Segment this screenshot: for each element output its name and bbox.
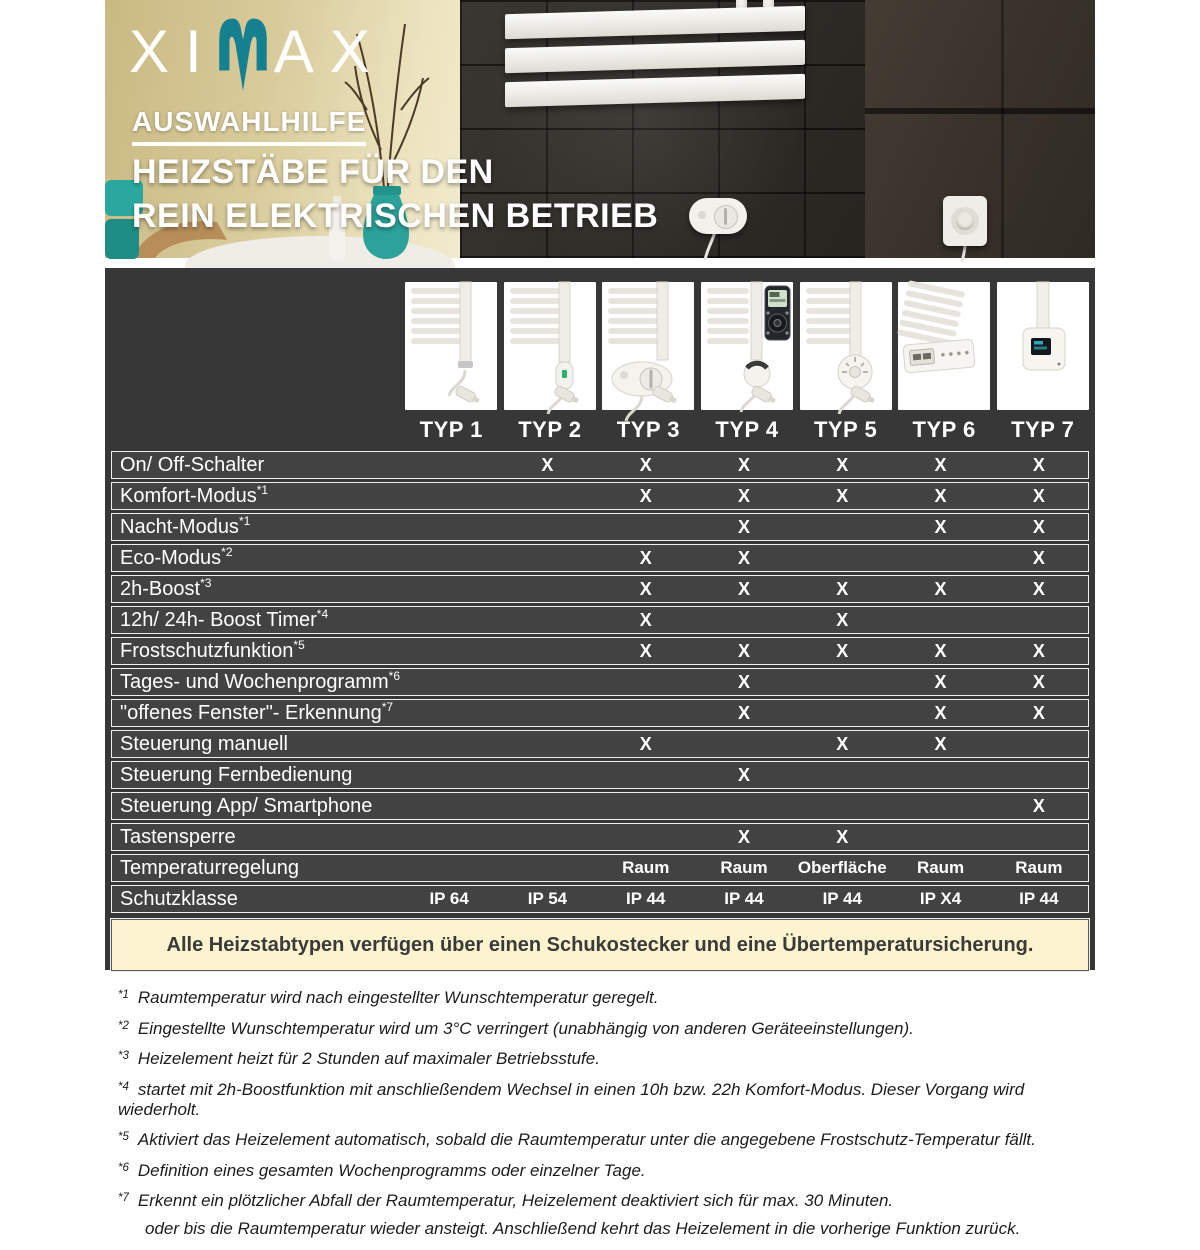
table-row xyxy=(111,854,1089,882)
row-cell-typ-3: X xyxy=(639,547,652,568)
row-cell-typ-4: X xyxy=(737,671,750,692)
power-outlet xyxy=(943,196,987,246)
hero-title-line2: REIN ELEKTRISCHEN BETRIEB xyxy=(132,197,659,235)
row-cell-typ-3: X xyxy=(639,609,652,630)
note-text: Alle Heizstabtypen verfügen über einen Schukostecker und eine Übertemperatursicherung. xyxy=(166,933,1034,956)
row-label-text: Nacht-Modus xyxy=(120,515,239,538)
product-image-typ-4 xyxy=(701,282,793,410)
hero-kicker: AUSWAHLHILFE xyxy=(132,106,366,146)
table-row xyxy=(111,606,1089,634)
row-cell-typ-7: X xyxy=(1032,578,1045,599)
footnote xyxy=(118,988,1098,1008)
row-label xyxy=(112,482,400,508)
table-row xyxy=(111,823,1089,851)
column-typ-2 xyxy=(504,282,597,449)
row-cell-typ-2: X xyxy=(541,454,554,475)
column-label-typ-5: TYP 5 xyxy=(813,417,878,442)
column-typ-6 xyxy=(898,282,991,449)
row-cell-typ-6: X xyxy=(934,578,947,599)
row-label xyxy=(112,544,400,570)
row-cell-typ-3: X xyxy=(639,733,652,754)
row-label xyxy=(112,733,400,756)
row-label-text: 12h/ 24h- Boost Timer xyxy=(120,608,317,631)
row-cell-typ-6: X xyxy=(934,733,947,754)
table-row xyxy=(111,513,1089,541)
table-row xyxy=(111,699,1089,727)
row-cell-typ-7: X xyxy=(1032,702,1045,723)
row-cell-typ-5: X xyxy=(836,454,849,475)
row-cell-typ-5: X xyxy=(836,609,849,630)
header-spacer xyxy=(111,282,399,449)
logo-text-xi: XI xyxy=(129,18,218,85)
column-label-typ-1: TYP 1 xyxy=(419,417,483,442)
table-row xyxy=(111,792,1089,820)
row-cell-typ-3: X xyxy=(639,485,652,506)
column-label-typ-2: TYP 2 xyxy=(518,417,582,442)
table-row xyxy=(111,575,1089,603)
radiator-slat xyxy=(505,40,805,73)
footnote xyxy=(118,1049,1098,1069)
row-cell-typ-6: X xyxy=(934,671,947,692)
row-cell-typ-5: X xyxy=(836,826,849,847)
footnote-text: Eingestellte Wunschtemperatur wird um 3°C verringert (unabhängig von anderen Geräteeinstellungen). xyxy=(137,1018,914,1038)
row-label xyxy=(112,606,400,632)
product-image-typ-1 xyxy=(405,282,497,410)
column-label-typ-3: TYP 3 xyxy=(616,417,681,442)
row-cell-typ-7: X xyxy=(1032,454,1045,475)
ximax-logo xyxy=(129,14,386,92)
row-label xyxy=(112,764,400,787)
footnote-text: Erkennt ein plötzlicher Abfall der Raumtemperatur, Heizelement deaktiviert sich für max. 30 Minuten. xyxy=(137,1191,894,1210)
footnote-text: Aktiviert das Heizelement automatisch, sobald die Raumtemperatur unter die angegebene Frostschutz-Temperatur fällt. xyxy=(137,1130,1036,1149)
row-label xyxy=(112,826,400,849)
row-label-text: Eco-Modus xyxy=(120,546,222,569)
row-label xyxy=(112,699,400,725)
footnote-marker: *2 xyxy=(118,1019,129,1032)
row-cell-typ-7: Raum xyxy=(1015,858,1063,877)
footnotes xyxy=(118,988,1098,1250)
row-cell-typ-4: X xyxy=(737,826,750,847)
column-typ-3 xyxy=(602,282,695,449)
footnote xyxy=(118,1080,1098,1120)
row-label xyxy=(112,857,400,880)
row-label-footnote-ref: *1 xyxy=(256,482,269,497)
logo-text-ax: AX xyxy=(273,18,386,85)
comparison-table-panel xyxy=(105,268,1095,970)
row-cell-typ-6: X xyxy=(934,485,947,506)
product-image-typ-7 xyxy=(997,282,1089,410)
row-label-footnote-ref: *2 xyxy=(221,544,233,559)
row-cell-typ-6: IP X4 xyxy=(919,889,962,908)
row-cell-typ-7: X xyxy=(1032,795,1045,816)
row-label-text: Steuerung Fernbedienung xyxy=(120,763,353,786)
row-label xyxy=(112,575,400,601)
row-cell-typ-5: Oberfläche xyxy=(797,858,887,877)
row-label xyxy=(112,668,400,694)
row-cell-typ-6: X xyxy=(934,702,947,723)
row-label-footnote-ref: *3 xyxy=(200,575,212,590)
column-typ-7 xyxy=(996,282,1089,449)
row-cell-typ-7: X xyxy=(1032,485,1045,506)
table-row xyxy=(111,885,1089,913)
row-cell-typ-5: X xyxy=(836,485,849,506)
row-cell-typ-1: IP 64 xyxy=(429,889,469,908)
row-cell-typ-4: Raum xyxy=(720,858,768,877)
row-label-footnote-ref: *4 xyxy=(316,606,329,621)
row-cell-typ-4: X xyxy=(737,578,750,599)
heating-element xyxy=(689,198,747,234)
table-row xyxy=(111,637,1089,665)
footnote xyxy=(118,1191,1098,1239)
row-label-text: Frostschutzfunktion xyxy=(120,639,294,662)
ximax-logo-icon xyxy=(214,14,272,92)
hero-banner xyxy=(105,0,1095,258)
row-label-text: Schutzklasse xyxy=(120,887,238,910)
row-cell-typ-5: X xyxy=(836,578,849,599)
column-typ-1 xyxy=(405,282,498,449)
table-row xyxy=(111,544,1089,572)
product-image-typ-5 xyxy=(800,282,892,410)
row-label-footnote-ref: *7 xyxy=(381,699,394,714)
row-cell-typ-6: X xyxy=(934,516,947,537)
row-cell-typ-3: IP 44 xyxy=(626,889,666,908)
footnote-text: Definition eines gesamten Wochenprogramms oder einzelner Tage. xyxy=(137,1160,646,1180)
row-label-text: Tastensperre xyxy=(120,825,236,848)
row-cell-typ-4: X xyxy=(737,485,750,506)
row-label-text: Steuerung App/ Smartphone xyxy=(120,794,373,817)
row-cell-typ-6: X xyxy=(934,640,947,661)
row-cell-typ-5: X xyxy=(836,733,849,754)
hero-title xyxy=(132,150,658,238)
row-cell-typ-4: X xyxy=(737,702,750,723)
note-bar xyxy=(111,919,1089,971)
footnote xyxy=(118,1161,1098,1181)
table-row xyxy=(111,761,1089,789)
element-button xyxy=(698,211,706,219)
row-cell-typ-5: IP 44 xyxy=(822,889,862,908)
column-typ-4 xyxy=(701,282,794,449)
row-label xyxy=(112,888,400,911)
footnote-text: Raumtemperatur wird nach eingestellter Wunschtemperatur geregelt. xyxy=(137,988,659,1007)
column-label-typ-6: TYP 6 xyxy=(912,417,976,442)
row-cell-typ-4: X xyxy=(737,516,750,537)
row-cell-typ-4: X xyxy=(737,454,750,475)
footnote xyxy=(118,1130,1098,1150)
row-label-footnote-ref: *6 xyxy=(388,668,400,683)
row-label-text: Temperaturregelung xyxy=(120,856,299,879)
row-cell-typ-4: X xyxy=(737,640,750,661)
footnote-marker: *7 xyxy=(118,1192,129,1204)
footnote-marker: *1 xyxy=(118,989,129,1001)
row-label-text: Tages- und Wochenprogramm xyxy=(120,670,389,693)
table-row xyxy=(111,668,1089,696)
column-label-typ-4: TYP 4 xyxy=(715,417,779,442)
outlet-plug xyxy=(956,212,974,230)
row-cell-typ-3: X xyxy=(639,640,652,661)
hero-title-line1: HEIZSTÄBE FÜR DEN xyxy=(132,153,494,191)
row-cell-typ-6: Raum xyxy=(916,858,965,877)
row-label xyxy=(112,513,400,539)
row-label-text: 2h-Boost xyxy=(120,577,201,600)
row-label-footnote-ref: *1 xyxy=(238,513,251,528)
row-cell-typ-3: X xyxy=(639,578,652,599)
row-label xyxy=(112,637,400,663)
row-cell-typ-7: X xyxy=(1032,671,1045,692)
row-cell-typ-7: X xyxy=(1032,516,1045,537)
row-cell-typ-7: IP 44 xyxy=(1019,889,1059,908)
row-label xyxy=(112,795,400,818)
footnote-marker: *4 xyxy=(118,1080,129,1093)
footnote-text: startet mit 2h-Boostfunktion mit anschließendem Wechsel in einen 10h bzw. 22h Komfort-Modus. Dieser Vorgang wird wiederholt. xyxy=(118,1079,1025,1119)
row-label-text: On/ Off-Schalter xyxy=(120,453,265,476)
table-row xyxy=(111,730,1089,758)
table-row xyxy=(111,451,1089,479)
row-cell-typ-4: IP 44 xyxy=(724,889,764,908)
row-label xyxy=(112,454,400,477)
row-cell-typ-3: Raum xyxy=(622,858,670,877)
table-rows xyxy=(111,451,1089,913)
column-typ-5 xyxy=(799,282,892,449)
row-cell-typ-4: X xyxy=(737,764,750,785)
footnote-marker: *3 xyxy=(118,1050,129,1062)
row-label-text: Komfort-Modus xyxy=(120,484,257,507)
row-cell-typ-2: IP 54 xyxy=(527,889,568,908)
column-label-typ-7: TYP 7 xyxy=(1011,417,1075,442)
row-label-footnote-ref: *5 xyxy=(293,637,305,652)
product-image-typ-2 xyxy=(504,282,596,410)
row-cell-typ-3: X xyxy=(639,454,652,475)
row-cell-typ-7: X xyxy=(1032,640,1045,661)
row-cell-typ-7: X xyxy=(1032,547,1045,568)
row-cell-typ-6: X xyxy=(934,454,947,475)
footnote xyxy=(118,1019,1098,1039)
row-label-text: "offenes Fenster"- Erkennung xyxy=(120,701,382,724)
hero-radiator xyxy=(505,6,805,116)
row-label-text: Steuerung manuell xyxy=(120,732,288,755)
footnote-marker: *6 xyxy=(118,1161,129,1174)
row-cell-typ-5: X xyxy=(836,640,849,661)
element-dial xyxy=(714,205,738,229)
footnote-text-line2: oder bis die Raumtemperatur wieder ansteigt. Anschließend kehrt das Heizelement in die vorherige Funktion zurück. xyxy=(145,1219,1021,1238)
radiator-slat xyxy=(505,74,805,107)
row-cell-typ-4: X xyxy=(737,547,750,568)
footnote-text: Heizelement heizt für 2 Stunden auf maximaler Betriebsstufe. xyxy=(137,1049,600,1068)
table-row xyxy=(111,482,1089,510)
product-image-typ-6 xyxy=(898,282,990,410)
footnote-marker: *5 xyxy=(118,1131,129,1143)
table-header-row xyxy=(111,282,1089,449)
product-image-typ-3 xyxy=(602,282,694,410)
